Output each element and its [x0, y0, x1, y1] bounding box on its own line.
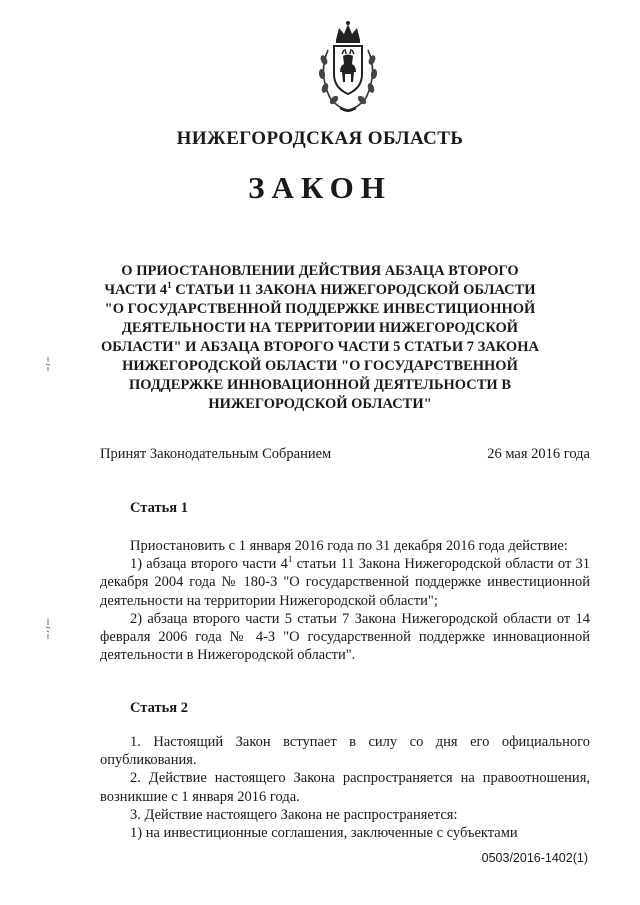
region-name: НИЖЕГОРОДСКАЯ ОБЛАСТЬ — [176, 128, 464, 149]
law-subject-superscript: 1 — [167, 280, 172, 291]
article-2-paragraph-1: 1. Настоящий Закон вступает в силу со дня его официального опубликования. — [100, 734, 590, 769]
law-subject — [100, 262, 540, 414]
margin-scan-mark — [44, 356, 52, 372]
article-1-body — [100, 537, 590, 664]
adoption-date: 26 мая 2016 года — [487, 446, 590, 462]
article-1-item-1 — [100, 555, 590, 610]
article-2-heading: Статья 2 — [130, 700, 188, 716]
adoption-line — [100, 446, 590, 463]
article-2-paragraph-3: 3. Действие настоящего Закона не распространяется: — [130, 806, 458, 823]
article-1-item-2: 2) абзаца второго части 5 статьи 7 Закона Нижегородской области от 14 февраля 2006 года № 4-З "О государственной поддержке инновационной деятельности в Нижегородской области". — [100, 610, 590, 664]
law-subject-part2: СТАТЬИ 11 ЗАКОНА НИЖЕГОРОДСКОЙ ОБЛАСТИ "О ГОСУДАРСТВЕННОЙ ПОДДЕРЖКЕ ИНВЕСТИЦИОННОЙ ДЕЯТЕЛЬНОСТИ НА ТЕРРИТОРИИ НИЖЕГОРОДСКОЙ ОБЛАСТИ" И АБЗАЦА ВТОРОГО ЧАСТИ 5 СТАТЬИ 7 ЗАКОНА НИЖЕГОРОДСКОЙ ОБЛАСТИ "О ГОСУДАРСТВЕННОЙ ПОДДЕРЖКЕ ИННОВАЦИОННОЙ ДЕЯТЕЛЬНОСТИ В НИЖЕГОРОДСКОЙ ОБЛАСТИ" — [101, 282, 539, 412]
article-2-body — [100, 733, 590, 842]
adoption-body: Принят Законодательным Собранием — [100, 446, 332, 462]
law-title: ЗАКОН — [248, 170, 392, 205]
article-1-item-1-start: 1) абзаца второго части 4 — [130, 556, 288, 573]
article-1-item-1-superscript: 1 — [287, 554, 293, 565]
article-1-item-1-end: статьи 11 Закона Нижегородской области от 31 декабря 2004 года № 180-З "О государственной поддержке инвестиционной деятельности на территории Нижегородской области"; — [100, 556, 591, 609]
margin-scan-mark — [44, 618, 52, 640]
article-2-paragraph-4: 1) на инвестиционные соглашения, заключенные с субъектами — [130, 825, 518, 842]
coat-of-arms-icon — [312, 20, 384, 116]
article-1-intro: Приостановить с 1 января 2016 года по 31 декабря 2016 года действие: — [130, 538, 568, 554]
article-2-paragraph-2: 2. Действие настоящего Закона распространяется на правоотношения, возникшие с 1 января 2016 года. — [100, 770, 590, 805]
document-number: 0503/2016-1402(1) — [481, 851, 588, 865]
law-subject-part1: О ПРИОСТАНОВЛЕНИИ ДЕЙСТВИЯ АБЗАЦА ВТОРОГО ЧАСТИ 4 — [104, 263, 519, 298]
article-1-heading: Статья 1 — [130, 500, 188, 516]
